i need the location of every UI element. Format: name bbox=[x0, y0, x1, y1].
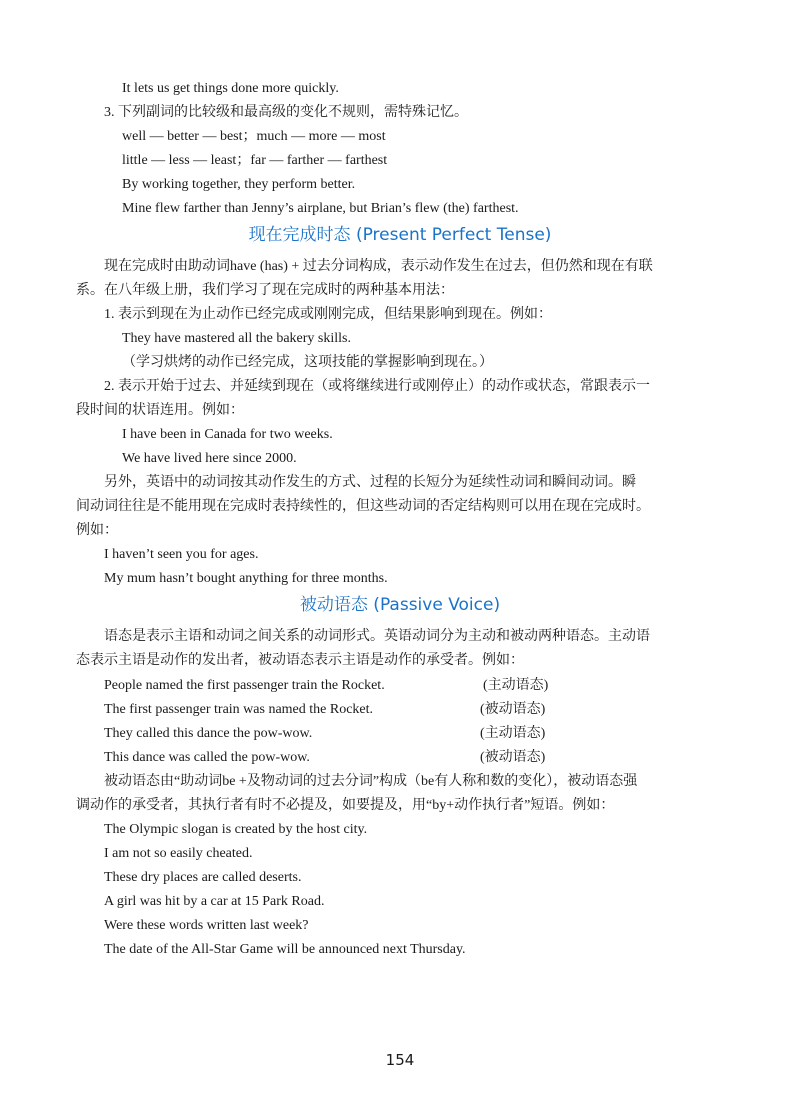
example-sentence: I haven’t seen you for ages. bbox=[104, 547, 259, 562]
example-sentence: By working together, they perform better. bbox=[122, 177, 356, 192]
example-sentence: They have mastered all the bakery skills. bbox=[122, 331, 351, 346]
paragraph-line: 间动词往往是不能用现在完成时表持续性的，但这些动词的否定结构则可以用在现在完成时。 bbox=[76, 499, 650, 514]
example-sentence: They called this dance the pow-wow. bbox=[104, 726, 313, 741]
example-sentence: It lets us get things done more quickly. bbox=[122, 81, 339, 96]
paragraph-line: 调动作的承受者，其执行者有时不必提及，如要提及，用“by+动作执行者”短语。例如： bbox=[76, 798, 615, 813]
voice-tag: (主动语态) bbox=[480, 726, 546, 741]
example-sentence: Were these words written last week? bbox=[104, 918, 309, 933]
irregular-forms-line: little — less — least；far — farther — farthest bbox=[122, 153, 388, 168]
example-sentence: We have lived here since 2000. bbox=[122, 451, 297, 466]
section-heading-present-perfect: 现在完成时态 (Present Perfect Tense) bbox=[248, 225, 552, 245]
voice-tag: (主动语态) bbox=[483, 678, 549, 693]
example-sentence: The first passenger train was named the Rocket. bbox=[104, 702, 374, 717]
example-sentence: A girl was hit by a car at 15 Park Road. bbox=[104, 894, 325, 909]
example-sentence: People named the first passenger train the Rocket. bbox=[104, 678, 385, 693]
paragraph-line: 语态是表示主语和动词之间关系的动词形式。英语动词分为主动和被动两种语态。主动语 bbox=[104, 629, 650, 644]
rule-item-1: 1. 表示到现在为止动作已经完成或刚刚完成，但结果影响到现在。例如： bbox=[104, 307, 552, 322]
example-sentence: The Olympic slogan is created by the host city. bbox=[104, 822, 368, 837]
page-number: 154 bbox=[385, 1051, 415, 1069]
example-sentence: The date of the All-Star Game will be announced next Thursday. bbox=[104, 942, 466, 957]
paragraph-line: 现在完成时由助动词have (has) + 过去分词构成，表示动作发生在过去，但仍然和现在有联 bbox=[104, 259, 653, 274]
example-sentence: These dry places are called deserts. bbox=[104, 870, 302, 885]
section-heading-passive-voice: 被动语态 (Passive Voice) bbox=[299, 595, 501, 615]
example-sentence: Mine flew farther than Jenny’s airplane, but Brian’s flew (the) farthest. bbox=[122, 201, 519, 216]
explanation-note: （学习烘烤的动作已经完成，这项技能的掌握影响到现在。） bbox=[122, 355, 493, 370]
paragraph-line: 系。在八年级上册，我们学习了现在完成时的两种基本用法： bbox=[76, 283, 454, 298]
example-sentence: I have been in Canada for two weeks. bbox=[122, 427, 333, 442]
example-sentence: This dance was called the pow-wow. bbox=[104, 750, 310, 765]
irregular-forms-line: well — better — best；much — more — most bbox=[122, 129, 386, 144]
paragraph-line: 另外，英语中的动词按其动作发生的方式、过程的长短分为延续性动词和瞬间动词。瞬 bbox=[104, 475, 636, 490]
paragraph-line: 段时间的状语连用。例如： bbox=[76, 403, 244, 418]
rule-item-2: 2. 表示开始于过去、并延续到现在（或将继续进行或刚停止）的动作或状态，常跟表示一 bbox=[104, 379, 650, 394]
voice-tag: (被动语态) bbox=[480, 702, 546, 717]
rule-item-3: 3. 下列副词的比较级和最高级的变化不规则，需特殊记忆。 bbox=[104, 105, 468, 120]
paragraph-line: 态表示主语是动作的发出者，被动语态表示主语是动作的承受者。例如： bbox=[76, 653, 524, 668]
paragraph-line: 被动语态由“助动词be +及物动词的过去分词”构成（be有人称和数的变化），被动语态强 bbox=[104, 774, 638, 789]
example-sentence: I am not so easily cheated. bbox=[104, 846, 253, 861]
example-sentence: My mum hasn’t bought anything for three months. bbox=[104, 571, 388, 586]
paragraph-line: 例如： bbox=[76, 523, 118, 538]
voice-tag: (被动语态) bbox=[480, 750, 546, 765]
